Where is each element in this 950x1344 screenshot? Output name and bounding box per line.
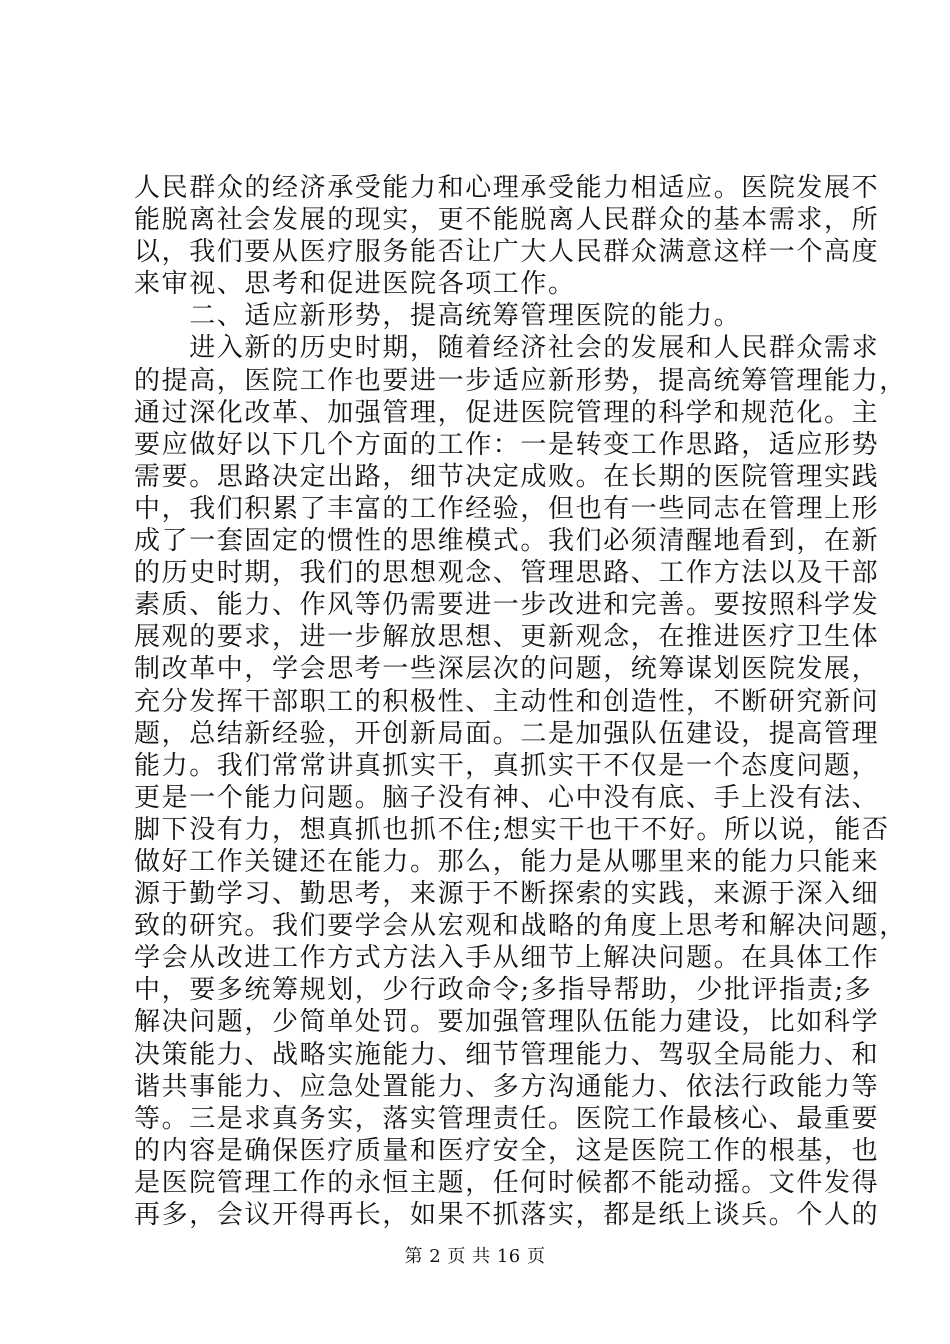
text-line: 中，我们积累了丰富的工作经验，但也有一些同志在管理上形 [134, 493, 880, 524]
text-line: 的内容是确保医疗质量和医疗安全，这是医院工作的根基，也 [134, 1135, 880, 1166]
text-line: 充分发挥干部职工的积极性、主动性和创造性，不断研究新问 [134, 686, 880, 717]
text-line: 的历史时期，我们的思想观念、管理思路、工作方法以及干部 [134, 558, 880, 589]
text-line: 制改革中，学会思考一些深层次的问题，统筹谋划医院发展， [134, 654, 880, 685]
text-line: 素质、能力、作风等仍需要进一步改进和完善。要按照科学发 [134, 590, 880, 621]
text-line: 通过深化改革、加强管理，促进医院管理的科学和规范化。主 [134, 397, 880, 428]
text-line: 决策能力、战略实施能力、细节管理能力、驾驭全局能力、和 [134, 1039, 880, 1070]
text-line: 要应做好以下几个方面的工作：一是转变工作思路，适应形势 [134, 429, 880, 460]
text-line: 源于勤学习、勤思考，来源于不断探索的实践，来源于深入细 [134, 879, 880, 910]
text-line: 是医院管理工作的永恒主题，任何时候都不能动摇。文件发得 [134, 1167, 880, 1198]
text-line: 题，总结新经验，开创新局面。二是加强队伍建设，提高管理 [134, 718, 880, 749]
text-line: 更是一个能力问题。脑子没有神、心中没有底、手上没有法、 [134, 782, 880, 813]
text-line: 做好工作关键还在能力。那么，能力是从哪里来的能力只能来 [134, 846, 880, 877]
text-line: 中，要多统筹规划，少行政命令;多指导帮助，少批评指责;多 [134, 975, 873, 1006]
text-line: 再多，会议开得再长，如果不抓落实，都是纸上谈兵。个人的 [134, 1200, 880, 1230]
text-line: 能力。我们常常讲真抓实干，真抓实干不仅是一个态度问题， [134, 750, 880, 781]
text-line: 以，我们要从医疗服务能否让广大人民群众满意这样一个高度 [134, 237, 880, 268]
text-line: 成了一套固定的惯性的思维模式。我们必须清醒地看到，在新 [134, 526, 880, 557]
text-line: 人民群众的经济承受能力和心理承受能力相适应。医院发展不 [134, 173, 880, 203]
text-line: 等。三是求真务实，落实管理责任。医院工作最核心、最重要 [134, 1103, 880, 1134]
text-line: 谐共事能力、应急处置能力、多方沟通能力、依法行政能力等 [134, 1071, 880, 1102]
text-line: 展观的要求，进一步解放思想、更新观念，在推进医疗卫生体 [134, 622, 880, 653]
text-line: 解决问题，少简单处罚。要加强管理队伍能力建设，比如科学 [134, 1007, 880, 1038]
text-line: 需要。思路决定出路，细节决定成败。在长期的医院管理实践 [134, 461, 880, 492]
text-line: 的提高，医院工作也要进一步适应新形势，提高统筹管理能力， [134, 365, 907, 396]
text-line: 学会从改进工作方式方法入手从细节上解决问题。在具体工作 [134, 943, 880, 974]
body-text [134, 172, 907, 1231]
page-number-footer: 第 2 页 共 16 页 [404, 1246, 546, 1267]
text-line: 致的研究。我们要学会从宏观和战略的角度上思考和解决问题， [134, 911, 907, 942]
text-line: 能脱离社会发展的现实，更不能脱离人民群众的基本需求，所 [134, 205, 880, 236]
section-heading: 二、适应新形势，提高统筹管理医院的能力。 [134, 301, 742, 332]
text-line: 脚下没有力，想真抓也抓不住;想实干也干不好。所以说，能否 [134, 814, 890, 845]
text-line: 来审视、思考和促进医院各项工作。 [134, 269, 576, 300]
text-line: 进入新的历史时期，随着经济社会的发展和人民群众需求 [134, 333, 880, 364]
